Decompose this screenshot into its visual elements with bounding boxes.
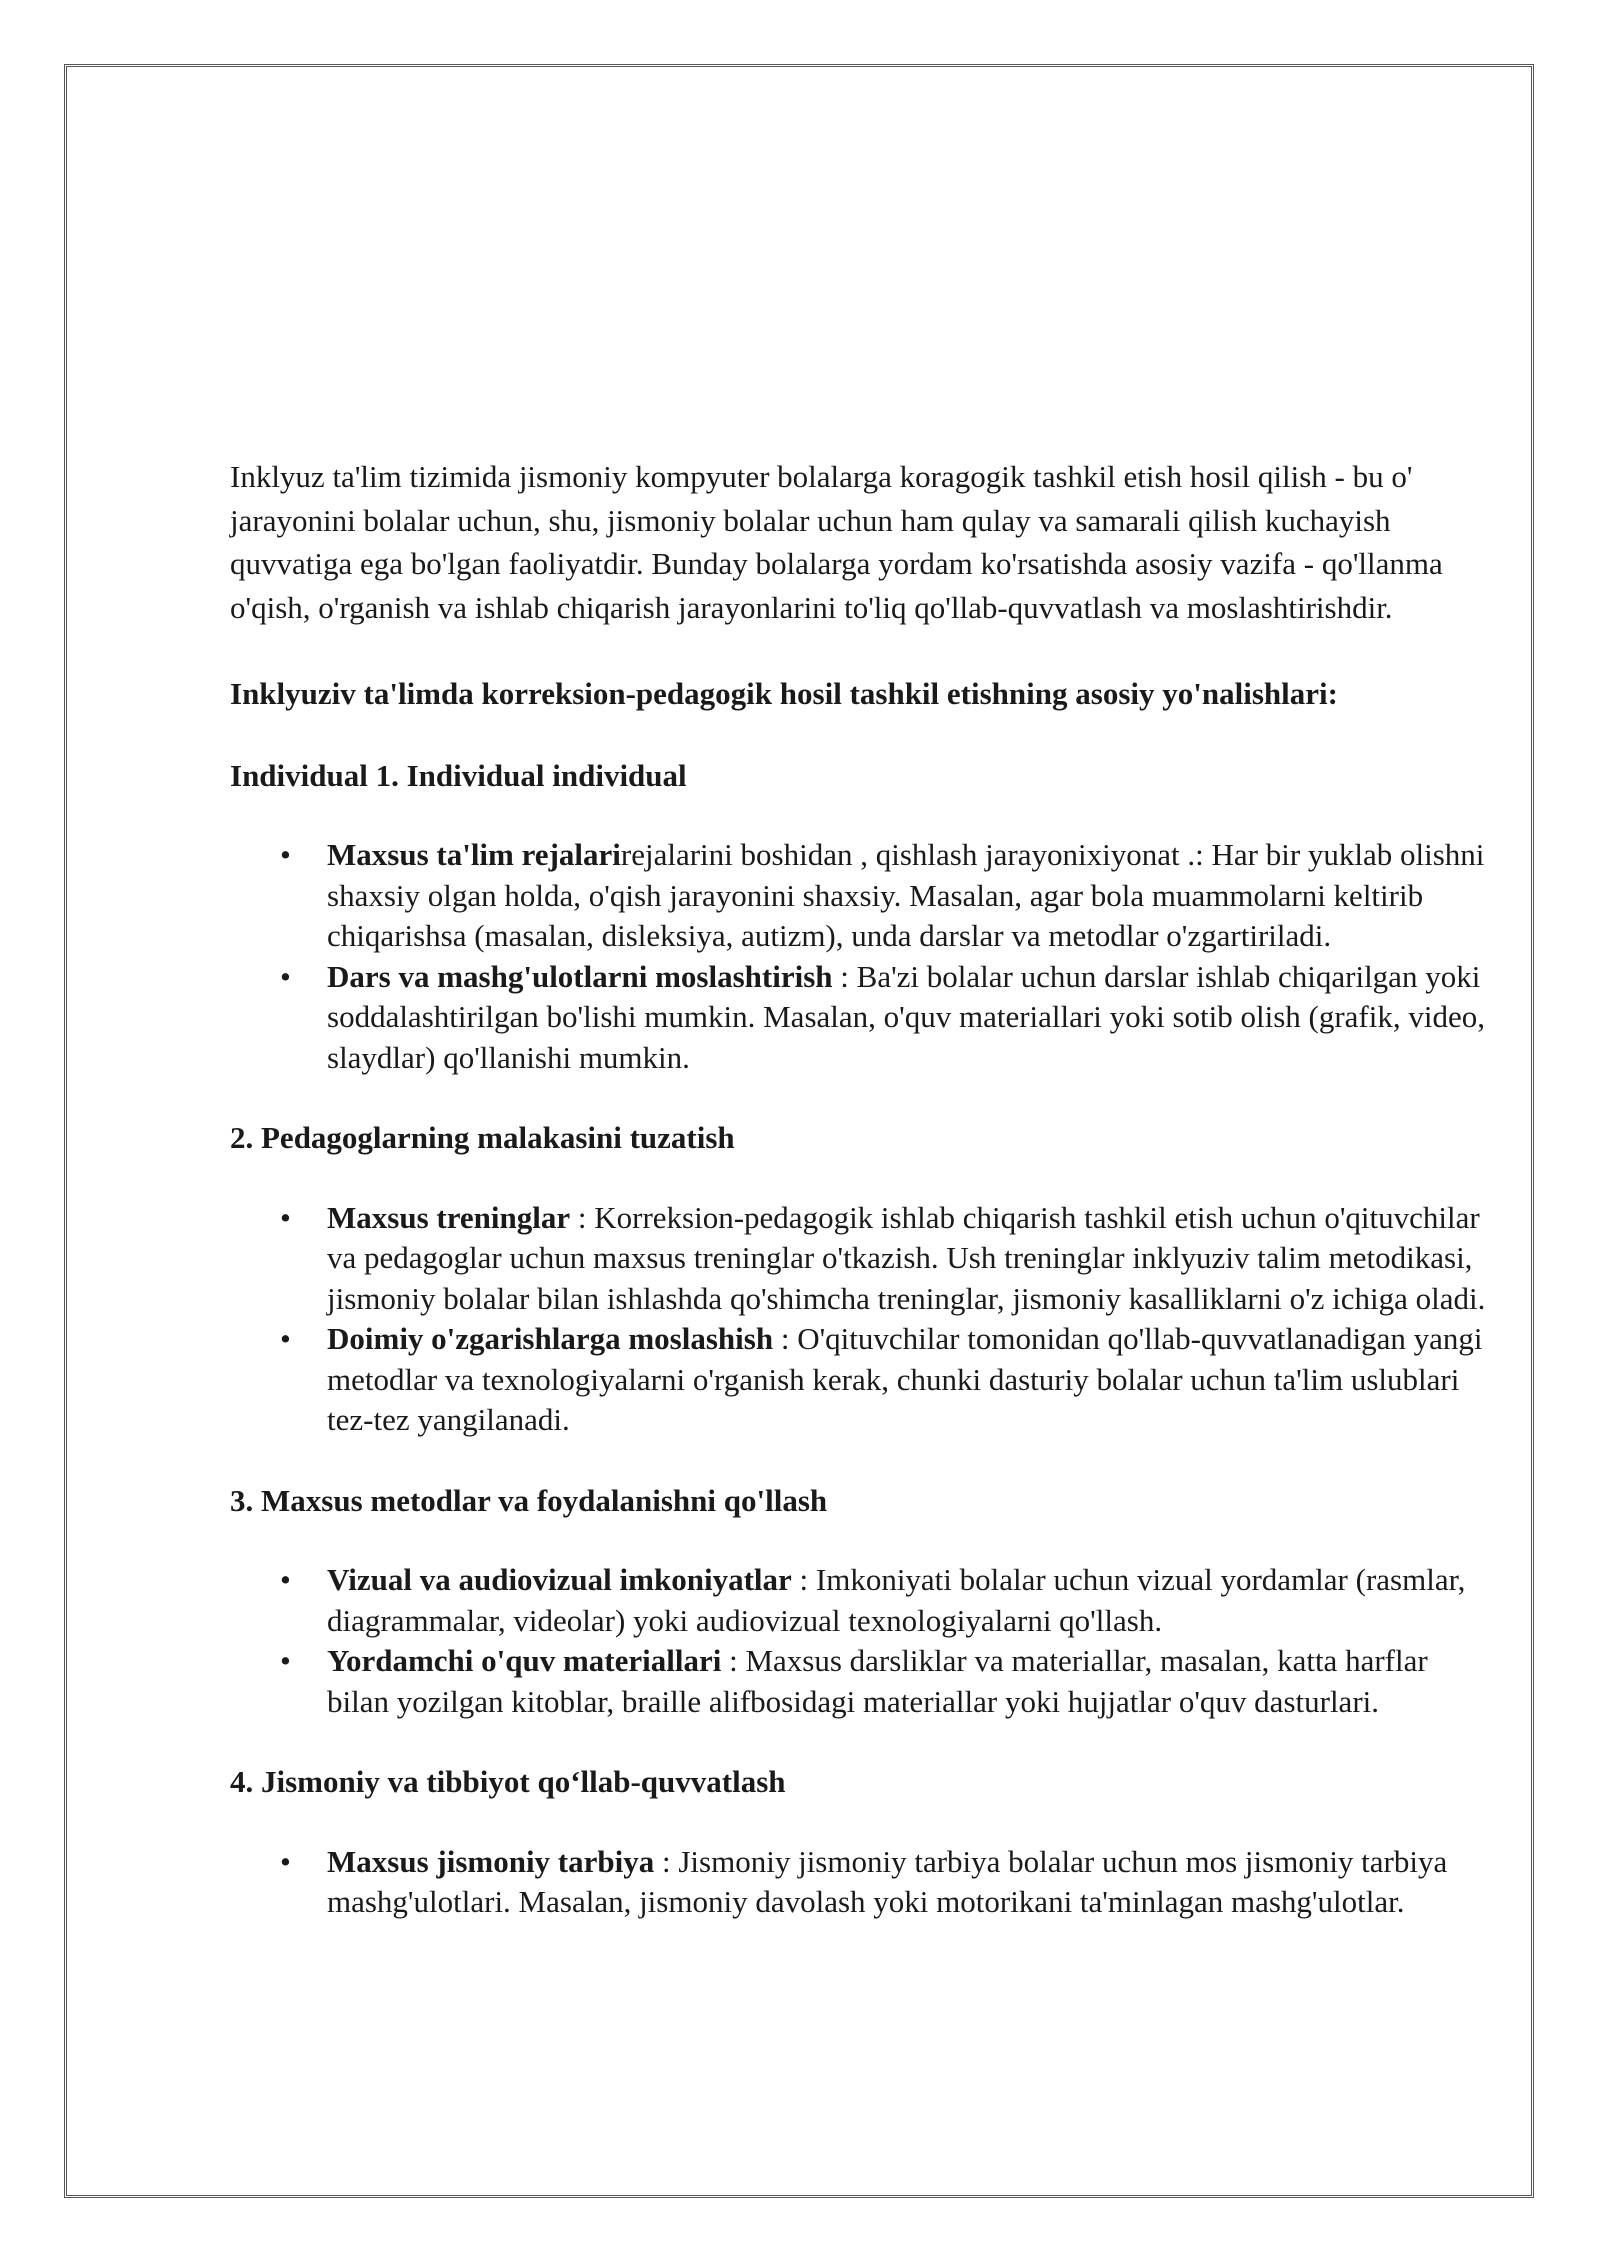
main-heading: Inklyuziv ta'limda korreksion-pedagogik hosil tashkil etishning asosiy yo'nalishlari: bbox=[230, 676, 1338, 711]
list-item bbox=[230, 1319, 1495, 1441]
bullet-icon: • bbox=[280, 1321, 291, 1356]
list-item bbox=[230, 1198, 1495, 1320]
section-title-1: Individual 1. Individual individual bbox=[230, 757, 687, 793]
intro-paragraph: Inklyuz ta'lim tizimida jismoniy kompyuter bolalarga koragogik tashkil etish hosil qilish - bu o' jarayonini bolalar uchun, shu, jismoniy bolalar uchun ham qulay va samarali qilish kuchayish quvvatiga ega bo'lgan faoliyatdir. Bunday bolalarga yordam ko'rsatishda asosiy vazifa - qo'llanma o'qish, o'rganish va ishlab chiqarish jarayonlarini to'liq qo'llab-quvvatlash va moslashtirishdir. bbox=[230, 459, 1443, 625]
bullet-icon: • bbox=[280, 958, 291, 994]
section-title-3: 3. Maxsus metodlar va foydalanishni qo'llash bbox=[230, 1482, 828, 1518]
document-body bbox=[230, 455, 1495, 1961]
item-text: : O'qituvchilar tomonidan qo'llab-quvvatlanadigan yangi metodlar va texnologiyalarni o'rganish kerak, chunki dasturiy bolalar uchun ta'lim uslublari tez-tez yangilanadi. bbox=[327, 1321, 1483, 1437]
list-item bbox=[230, 1641, 1495, 1722]
list-item bbox=[230, 957, 1495, 1079]
item-term: Vizual va audiovizual imkoniyatlar bbox=[327, 1562, 792, 1597]
bullet-icon: • bbox=[280, 1199, 291, 1235]
item-text: : Ba'zi bolalar uchun darslar ishlab chiqarilgan yoki soddalashtirilgan bo'lishi mumkin. Masalan, o'quv materiallari yoki sotib olish (grafik, video, slaydlar) qo'llanishi mumkin. bbox=[327, 958, 1485, 1075]
list-item bbox=[230, 1560, 1495, 1641]
bullet-icon: • bbox=[280, 1643, 291, 1678]
section-title-4: 4. Jismoniy va tibbiyot qo‘llab-quvvatlash bbox=[230, 1764, 786, 1799]
item-text: : Jismoniy jismoniy tarbiya bolalar uchun mos jismoniy tarbiya mashg'ulotlari. Masalan, jismoniy davolash yoki motorikani ta'minlagan mashg'ulotlar. bbox=[327, 1843, 1448, 1919]
item-text: : Maxsus darsliklar va materiallar, masalan, katta harflar bilan yozilgan kitoblar, braille alifbosidagi materiallar yoki hujjatlar o'quv dasturlari. bbox=[327, 1643, 1428, 1719]
item-text: rejalarini boshidan , qishlash jarayonixiyonat .: Har bir yuklab olishni shaxsiy olgan holda, o'qish jarayonini shaxsiy. Masalan, agar bola muammolarni keltirib chiqarishsa (masalan, disleksiya, autizm), unda darslar va metodlar o'zgartiriladi. bbox=[327, 837, 1485, 953]
bullet-icon: • bbox=[280, 1843, 291, 1879]
item-text: : Korreksion-pedagogik ishlab chiqarish tashkil etish uchun o'qituvchilar va pedagoglar uchun maxsus treninglar o'tkazish. Ush treninglar inklyuziv talim metodikasi, jismoniy bolalar bilan ishlashda qo'shimcha treninglar, jismoniy kasalliklarni o'z ichiga oladi. bbox=[327, 1199, 1486, 1316]
section-4-list bbox=[230, 1842, 1495, 1923]
section-title-2: 2. Pedagoglarning malakasini tuzatish bbox=[230, 1120, 735, 1155]
section-1-list bbox=[230, 835, 1495, 1078]
item-term: Maxsus ta'lim rejalari bbox=[327, 837, 621, 872]
item-term: Doimiy o'zgarishlarga moslashish bbox=[327, 1321, 774, 1356]
list-item bbox=[230, 1842, 1495, 1923]
section-3-list bbox=[230, 1560, 1495, 1722]
list-item bbox=[230, 835, 1495, 957]
section-2-list bbox=[230, 1198, 1495, 1441]
item-text: : Imkoniyati bolalar uchun vizual yordamlar (rasmlar, diagrammalar, videolar) yoki audiovizual texnologiyalarni qo'llash. bbox=[327, 1562, 1466, 1638]
item-term: Yordamchi o'quv materiallari bbox=[327, 1643, 722, 1678]
bullet-icon: • bbox=[280, 837, 291, 872]
item-term: Maxsus jismoniy tarbiya bbox=[327, 1843, 655, 1879]
item-term: Maxsus treninglar bbox=[327, 1199, 571, 1235]
bullet-icon: • bbox=[280, 1562, 291, 1597]
item-term: Dars va mashg'ulotlarni moslashtirish bbox=[327, 958, 833, 994]
